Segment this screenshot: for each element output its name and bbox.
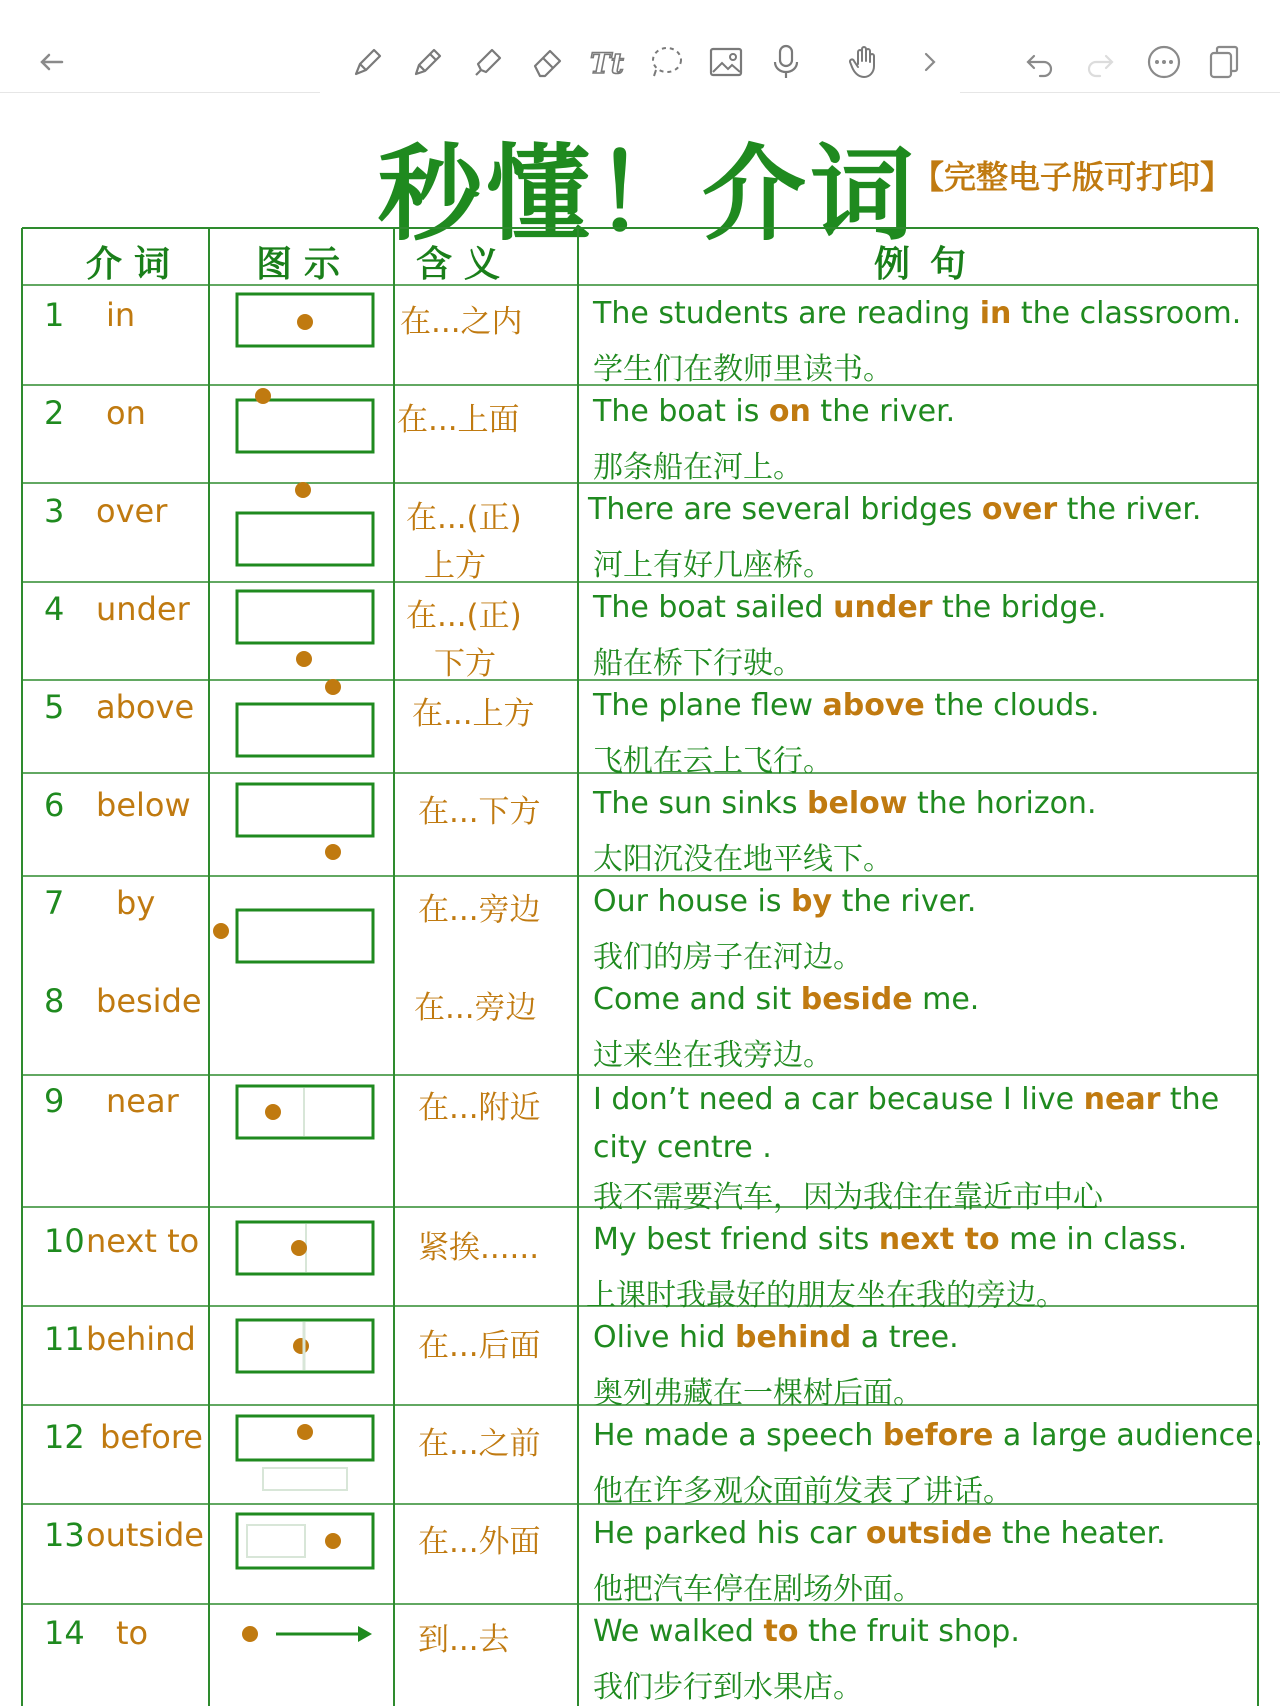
example-sentence-line2: city centre . (593, 1130, 772, 1165)
example-sentence: He parked his car outside the heater. (593, 1516, 1166, 1551)
diagram-in (206, 290, 392, 386)
example-sentence: My best friend sits next to me in class. (593, 1222, 1188, 1257)
example-sentence: I don’t need a car because I live near the (593, 1082, 1220, 1117)
header-example: 例句 (874, 244, 987, 285)
page-title: 秒懂！介词 (378, 133, 919, 255)
meaning-text: 在...之前 (418, 1426, 541, 1462)
example-translation: 飞机在云上飞行。 (593, 744, 833, 779)
back-arrow-icon[interactable] (30, 40, 74, 84)
row-number: 2 (44, 394, 65, 432)
diagram-below (206, 778, 392, 874)
example-sentence: The boat is on the river. (593, 394, 956, 429)
row-number: 8 (44, 982, 65, 1020)
text-tool-icon[interactable] (586, 40, 630, 84)
preposition-word: on (106, 394, 146, 432)
preposition-word: in (106, 296, 136, 334)
diagram-over (206, 476, 392, 572)
row-number: 11 (44, 1320, 85, 1358)
meaning-text: 在...(正) (406, 598, 522, 634)
example-sentence: We walked to the fruit shop. (593, 1614, 1020, 1649)
hand-icon[interactable] (844, 40, 888, 84)
meaning-text: 在...下方 (418, 794, 541, 830)
preposition-word: under (96, 590, 190, 628)
undo-icon[interactable] (1018, 40, 1062, 84)
meaning-text: 在...旁边 (418, 892, 541, 928)
preposition-word: outside (86, 1516, 204, 1554)
meaning-text: 在...旁边 (414, 990, 537, 1026)
preposition-word: by (116, 884, 156, 922)
example-translation: 奥列弗藏在一棵树后面。 (593, 1376, 923, 1411)
example-translation: 他把汽车停在剧场外面。 (593, 1572, 923, 1607)
row-number: 9 (44, 1082, 65, 1120)
row-number: 10 (44, 1222, 85, 1260)
svg-text:Tt: Tt (590, 47, 624, 80)
preposition-word: above (96, 688, 195, 726)
image-icon[interactable] (704, 40, 748, 84)
example-translation: 他在许多观众面前发表了讲话。 (593, 1474, 1013, 1509)
row-number: 7 (44, 884, 65, 922)
preposition-word: next to (86, 1222, 200, 1260)
row-number: 4 (44, 590, 65, 628)
example-sentence: The sun sinks below the horizon. (593, 786, 1097, 821)
preposition-word: below (96, 786, 191, 824)
meaning-text: 在...(正) (406, 500, 522, 536)
example-translation: 河上有好几座桥。 (593, 548, 833, 583)
toolbar-divider (960, 92, 1280, 93)
chevron-right-icon[interactable] (908, 40, 952, 84)
eraser-icon[interactable] (526, 40, 570, 84)
row-number: 14 (44, 1614, 85, 1652)
pencil-icon[interactable] (406, 40, 450, 84)
diagram-above (206, 676, 392, 772)
example-sentence: The students are reading in the classroom. (593, 296, 1242, 331)
example-sentence: The boat sailed under the bridge. (593, 590, 1107, 625)
example-translation: 那条船在河上。 (593, 450, 803, 485)
header-diagram: 图示 (256, 244, 353, 285)
row-number: 3 (44, 492, 65, 530)
diagram-by (206, 900, 392, 996)
row-number: 5 (44, 688, 65, 726)
redo-icon[interactable] (1078, 40, 1122, 84)
toolbar (0, 0, 1280, 92)
example-translation: 学生们在教师里读书。 (593, 352, 893, 387)
example-translation: 我们步行到水果店。 (593, 1670, 863, 1705)
more-icon[interactable] (1142, 40, 1186, 84)
diagram-on (206, 386, 392, 482)
row-number: 6 (44, 786, 65, 824)
diagram-near (206, 1080, 392, 1176)
meaning-text: 在...上面 (397, 402, 520, 438)
diagram-under (206, 586, 392, 682)
example-translation: 太阳沉没在地平线下。 (593, 842, 893, 877)
pages-icon[interactable] (1202, 40, 1246, 84)
microphone-icon[interactable] (764, 40, 808, 84)
diagram-behind (206, 1312, 392, 1408)
highlighter-icon[interactable] (466, 40, 510, 84)
example-translation: 过来坐在我旁边。 (593, 1038, 833, 1073)
meaning-text: 在...上方 (412, 696, 535, 732)
example-sentence: There are several bridges over the river. (588, 492, 1202, 527)
example-translation: 我们的房子在河边。 (593, 940, 863, 975)
example-translation: 船在桥下行驶。 (593, 646, 803, 681)
header-meaning: 含义 (416, 244, 513, 285)
example-sentence: Olive hid behind a tree. (593, 1320, 959, 1355)
example-sentence: He made a speech before a large audience. (593, 1418, 1264, 1453)
example-translation: 上课时我最好的朋友坐在我的旁边。 (586, 1278, 1066, 1313)
row-number: 1 (44, 296, 65, 334)
row-number: 13 (44, 1516, 85, 1554)
meaning-text: 在...附近 (418, 1090, 541, 1126)
header-preposition: 介词 (86, 244, 183, 285)
lasso-icon[interactable] (644, 40, 688, 84)
row-number: 12 (44, 1418, 85, 1456)
preposition-word: near (106, 1082, 179, 1120)
meaning-text-line2: 上方 (424, 548, 486, 584)
diagram-before (206, 1408, 392, 1504)
diagram-outside (206, 1508, 392, 1604)
example-sentence: The plane flew above the clouds. (593, 688, 1100, 723)
example-sentence: Come and sit beside me. (593, 982, 980, 1017)
diagram-to (206, 1606, 392, 1702)
example-translation: 我不需要汽车，因为我住在靠近市中心 (593, 1180, 1103, 1215)
diagram-next-to (206, 1214, 392, 1310)
example-sentence: Our house is by the river. (593, 884, 977, 919)
preposition-word: to (116, 1614, 149, 1652)
meaning-text: 紧挨...... (418, 1230, 540, 1266)
meaning-text: 在...后面 (418, 1328, 541, 1364)
toolbar-divider (0, 92, 320, 93)
meaning-text: 到...去 (418, 1622, 510, 1658)
preposition-word: before (100, 1418, 203, 1456)
pen-icon[interactable] (346, 40, 390, 84)
preposition-word: over (96, 492, 168, 530)
preposition-word: beside (96, 982, 202, 1020)
meaning-text: 在...之内 (400, 304, 523, 340)
preposition-word: behind (86, 1320, 196, 1358)
page-subtitle: 【完整电子版可打印】 (912, 158, 1233, 196)
meaning-text-line2: 下方 (434, 646, 496, 682)
meaning-text: 在...外面 (418, 1524, 541, 1560)
